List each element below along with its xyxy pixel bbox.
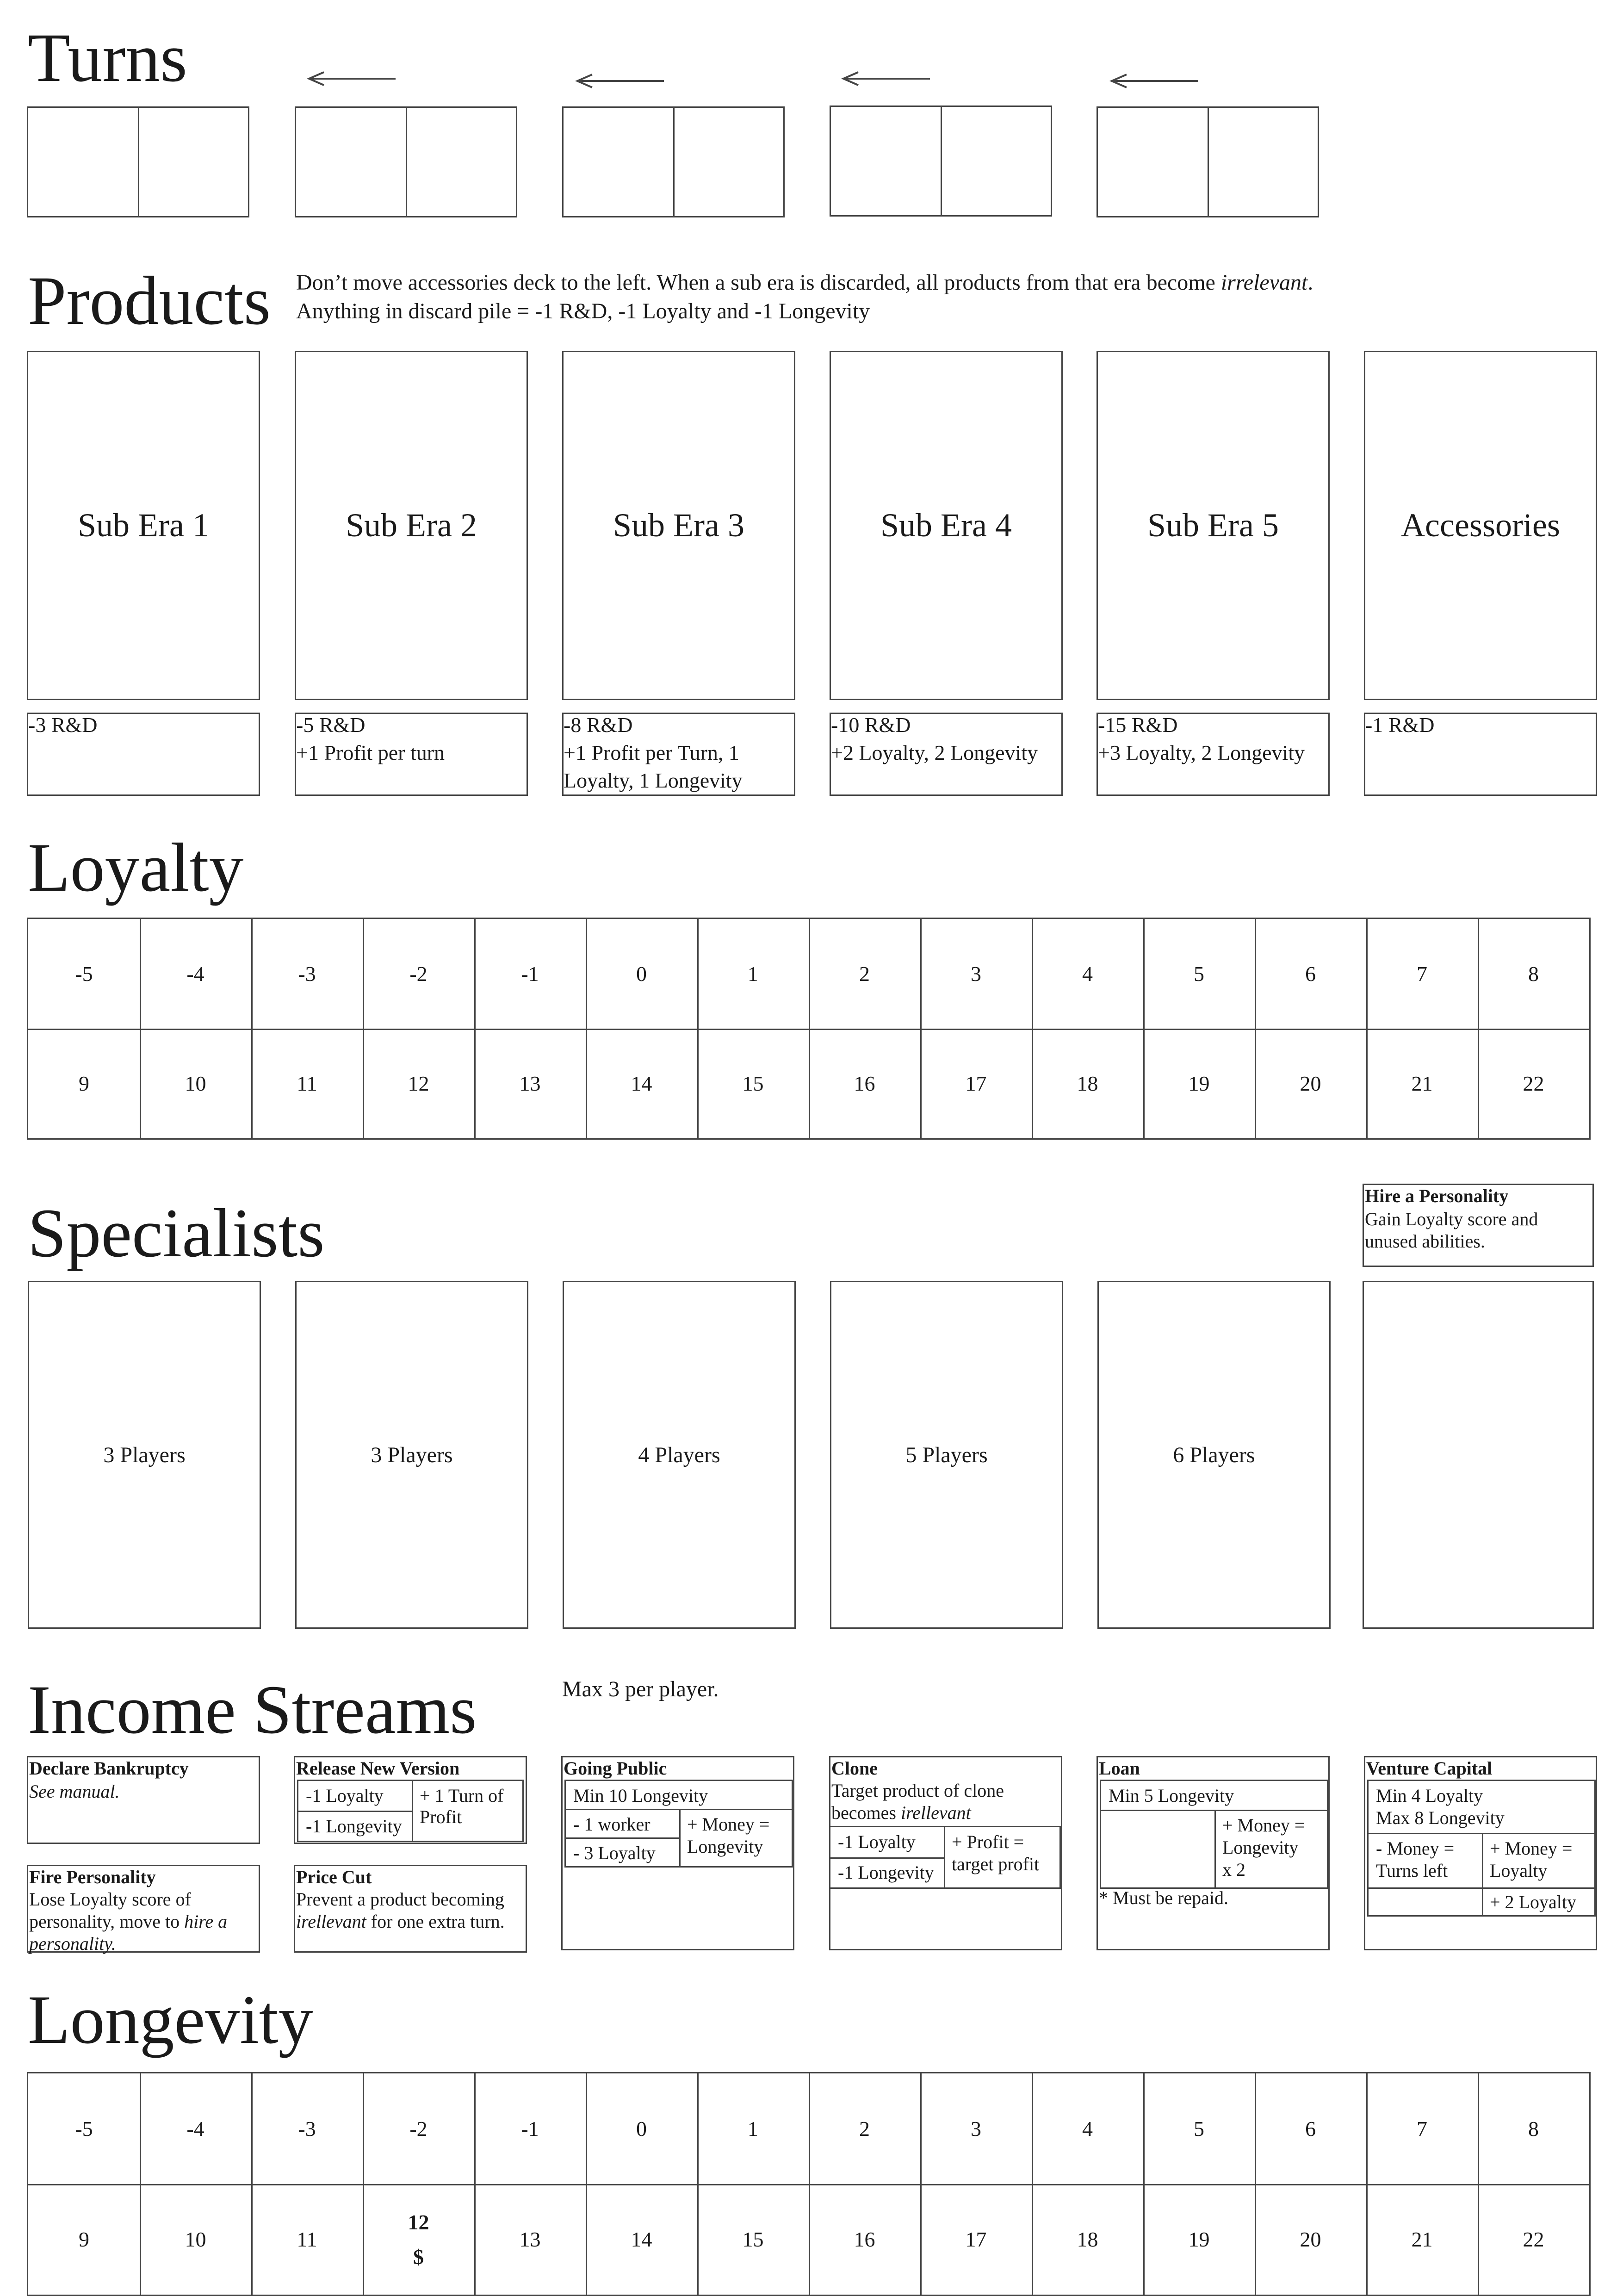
- track-value: 19: [1188, 1072, 1210, 1095]
- specialist-deck-4[interactable]: [830, 1281, 1063, 1629]
- track-cell[interactable]: [586, 1029, 697, 1138]
- product-deck-2[interactable]: [295, 351, 528, 700]
- track-value: 8: [1528, 962, 1539, 986]
- cell-text: Longevity: [1222, 1837, 1299, 1858]
- track-cell[interactable]: [363, 919, 474, 1029]
- track-cell[interactable]: [809, 919, 920, 1029]
- track-value: 22: [1523, 2228, 1544, 2251]
- cell-text: -1 Loyalty: [838, 1831, 916, 1852]
- loan-table: [1100, 1780, 1328, 1889]
- track-cell[interactable]: [1032, 1029, 1143, 1138]
- track-cell[interactable]: [1255, 1029, 1366, 1138]
- product-cost-line: +3 Loyalty, 2 Longevity: [1098, 741, 1305, 764]
- cell-text: + Money =: [687, 1814, 770, 1835]
- track-cell[interactable]: [1478, 1029, 1589, 1138]
- product-deck-label: Sub Era 5: [1147, 507, 1279, 544]
- track-value: 7: [1417, 2117, 1427, 2141]
- track-value: 20: [1300, 1072, 1321, 1095]
- track-cell[interactable]: [1255, 2073, 1366, 2184]
- track-cell[interactable]: [28, 919, 140, 1029]
- loan-card[interactable]: [1096, 1756, 1330, 1950]
- cell-text: Loyalty: [1490, 1860, 1548, 1881]
- product-deck-label: Sub Era 2: [346, 507, 477, 544]
- product-deck-label: Sub Era 1: [78, 507, 209, 544]
- hire-personality-card: [1363, 1184, 1594, 1267]
- track-value: 16: [854, 2228, 875, 2251]
- product-cost-line: -3 R&D: [28, 713, 98, 737]
- card-text: * Must be repaid.: [1099, 1887, 1228, 1908]
- cell-text: + Money =: [1222, 1815, 1305, 1836]
- track-cell[interactable]: [140, 2184, 251, 2295]
- cell-text: + Profit =: [952, 1831, 1024, 1852]
- track-value: -4: [186, 962, 204, 986]
- track-value: 0: [636, 962, 647, 986]
- card-text: Lose Loyalty score of: [29, 1889, 191, 1910]
- track-cell[interactable]: [1143, 2184, 1255, 2295]
- track-cell[interactable]: [920, 919, 1032, 1029]
- track-value: 10: [185, 1072, 206, 1095]
- product-deck-1[interactable]: [27, 351, 260, 700]
- cell-text: Profit: [420, 1806, 462, 1827]
- price-cut-card[interactable]: [294, 1865, 527, 1953]
- release-new-version-card[interactable]: [294, 1756, 527, 1844]
- card-title: Declare Bankruptcy: [29, 1758, 189, 1779]
- track-value: 6: [1305, 2117, 1316, 2141]
- longevity-heading: Longevity: [28, 1981, 313, 2058]
- track-value: 12: [408, 2210, 429, 2234]
- track-cell[interactable]: [1478, 2073, 1589, 2184]
- cell-text: - 1 worker: [573, 1814, 650, 1835]
- card-text: becomes irellevant: [831, 1802, 971, 1823]
- card-text: irellevant for one extra turn.: [296, 1911, 505, 1932]
- track-value: 3: [971, 2117, 981, 2141]
- track-value: 10: [185, 2228, 206, 2251]
- track-value: 1: [748, 2117, 758, 2141]
- specialists-heading: Specialists: [28, 1195, 325, 1272]
- track-value: 7: [1417, 962, 1427, 986]
- track-value: 15: [742, 2228, 764, 2251]
- track-value: 6: [1305, 962, 1316, 986]
- product-cost-line: -10 R&D: [831, 713, 911, 737]
- track-cell[interactable]: [809, 2184, 920, 2295]
- hire-personality-text: Gain Loyalty score and: [1365, 1209, 1538, 1229]
- product-cost-line: -5 R&D: [296, 713, 365, 737]
- track-cell[interactable]: [1366, 1029, 1478, 1138]
- arrow-left-icon: [574, 72, 666, 90]
- track-value: 19: [1188, 2228, 1210, 2251]
- track-cell[interactable]: [1032, 919, 1143, 1029]
- track-cell[interactable]: [474, 2184, 586, 2295]
- track-cell[interactable]: [1255, 919, 1366, 1029]
- track-cell[interactable]: [1143, 919, 1255, 1029]
- hire-personality-title: Hire a Personality: [1365, 1185, 1509, 1206]
- cell-text: Min 4 Loyalty: [1376, 1785, 1483, 1806]
- arrow-left-icon: [840, 69, 932, 88]
- product-deck-4[interactable]: [830, 351, 1063, 700]
- cell-text: Longevity: [687, 1836, 763, 1857]
- cell-text: Turns left: [1376, 1860, 1448, 1881]
- track-cell[interactable]: [28, 2073, 140, 2184]
- track-cell[interactable]: [697, 2184, 809, 2295]
- track-value: 5: [1194, 962, 1204, 986]
- card-text: Prevent a product becoming: [296, 1889, 504, 1910]
- card-text: personality, move to hire a: [29, 1911, 228, 1932]
- track-value: 2: [859, 962, 870, 986]
- track-value: 18: [1077, 2228, 1098, 2251]
- track-value: 16: [854, 1072, 875, 1095]
- turn-slot[interactable]: [830, 105, 1052, 217]
- specialist-deck-1[interactable]: [28, 1281, 261, 1629]
- products-note-line1: Don’t move accessories deck to the left. When a sub era is discarded, all products from that era become irrelevant.: [296, 270, 1313, 295]
- product-deck-3[interactable]: [562, 351, 795, 700]
- track-cell[interactable]: [474, 2073, 586, 2184]
- cell-text: -1 Loyalty: [306, 1785, 384, 1806]
- income-note: Max 3 per player.: [562, 1677, 719, 1701]
- track-value: 4: [1082, 2117, 1093, 2141]
- specialist-deck-3[interactable]: [563, 1281, 796, 1629]
- track-value: -2: [409, 2117, 427, 2141]
- cell-text: x 2: [1222, 1859, 1245, 1880]
- track-cell[interactable]: [28, 1029, 140, 1138]
- track-value: 13: [519, 2228, 541, 2251]
- track-cell[interactable]: [920, 2184, 1032, 2295]
- hire-personality-text: unused abilities.: [1365, 1231, 1485, 1252]
- track-cell[interactable]: [251, 1029, 363, 1138]
- track-cell[interactable]: [1366, 2184, 1478, 2295]
- track-value: 9: [79, 1072, 89, 1095]
- track-value: -3: [298, 2117, 316, 2141]
- card-text: personality.: [29, 1933, 116, 1954]
- track-value: 1: [748, 962, 758, 986]
- track-cell[interactable]: [251, 2184, 363, 2295]
- track-cell[interactable]: [1366, 919, 1478, 1029]
- track-cell[interactable]: [920, 1029, 1032, 1138]
- clone-card[interactable]: [829, 1756, 1062, 1950]
- products-heading: Products: [28, 262, 271, 339]
- venture-table: [1367, 1780, 1596, 1917]
- specialist-deck-6[interactable]: [1363, 1281, 1594, 1629]
- cell-text: + 2 Loyalty: [1490, 1892, 1576, 1912]
- cell-text: -1 Longevity: [838, 1862, 934, 1883]
- products-note-line2: Anything in discard pile = -1 R&D, -1 Loyalty and -1 Longevity: [296, 299, 870, 323]
- track-value: 14: [631, 1072, 652, 1095]
- track-value: 0: [636, 2117, 647, 2141]
- product-deck-label: Accessories: [1401, 507, 1560, 544]
- product-deck-label: Sub Era 4: [880, 507, 1012, 544]
- product-deck-5[interactable]: [1096, 351, 1330, 700]
- track-value: 14: [631, 2228, 652, 2251]
- track-cell[interactable]: [809, 1029, 920, 1138]
- track-cell[interactable]: [363, 2073, 474, 2184]
- track-value: -5: [75, 962, 93, 986]
- track-value: 17: [965, 1072, 987, 1095]
- track-value: -5: [75, 2117, 93, 2141]
- specialist-deck-label: 3 Players: [371, 1442, 453, 1467]
- track-cell[interactable]: [251, 2073, 363, 2184]
- track-value: -2: [409, 962, 427, 986]
- product-deck-6[interactable]: [1364, 351, 1597, 700]
- track-value: 4: [1082, 962, 1093, 986]
- track-value: -4: [186, 2117, 204, 2141]
- income-heading: Income Streams: [28, 1671, 477, 1748]
- track-cell[interactable]: [1032, 2073, 1143, 2184]
- card-title: Fire Personality: [29, 1867, 156, 1887]
- track-cell[interactable]: [140, 2073, 251, 2184]
- track-cell[interactable]: [697, 1029, 809, 1138]
- cell-text: + Money =: [1490, 1838, 1573, 1859]
- declare-bankruptcy-card[interactable]: [27, 1756, 260, 1844]
- track-value: 22: [1523, 1072, 1544, 1095]
- track-value: 17: [965, 2228, 987, 2251]
- track-value: 20: [1300, 2228, 1321, 2251]
- track-cell[interactable]: [1143, 1029, 1255, 1138]
- loyalty-heading: Loyalty: [28, 829, 244, 906]
- specialist-deck-label: 4 Players: [638, 1442, 720, 1467]
- track-cell[interactable]: [1478, 2184, 1589, 2295]
- turn-slot[interactable]: [27, 106, 249, 217]
- track-cell[interactable]: [586, 2073, 697, 2184]
- specialist-deck-2[interactable]: [295, 1281, 528, 1629]
- clone-table: [830, 1826, 1061, 1889]
- track-value: 5: [1194, 2117, 1204, 2141]
- turn-slot[interactable]: [1096, 106, 1319, 217]
- track-value: 13: [519, 1072, 541, 1095]
- product-cost-box: [295, 713, 528, 796]
- cell-text: target profit: [952, 1854, 1040, 1874]
- track-cell[interactable]: [363, 2184, 474, 2295]
- track-cell[interactable]: [1255, 2184, 1366, 2295]
- going-public-table: [564, 1780, 793, 1868]
- track-cell[interactable]: [140, 919, 251, 1029]
- release-table: [297, 1780, 524, 1842]
- card-title: Loan: [1099, 1758, 1140, 1779]
- track-value: 9: [79, 2228, 89, 2251]
- track-value: -3: [298, 962, 316, 986]
- card-title: Release New Version: [296, 1758, 460, 1779]
- cell-text: Min 5 Longevity: [1109, 1785, 1234, 1806]
- longevity-track: [27, 2072, 1591, 2296]
- product-cost-box: [1364, 713, 1597, 796]
- track-cell[interactable]: [1032, 2184, 1143, 2295]
- turn-slot[interactable]: [562, 106, 785, 217]
- turns-heading: Turns: [28, 19, 187, 96]
- specialist-deck-label: 5 Players: [905, 1442, 988, 1467]
- track-value: 18: [1077, 1072, 1098, 1095]
- track-value: 3: [971, 962, 981, 986]
- track-cell[interactable]: [586, 2184, 697, 2295]
- cell-text: - Money =: [1376, 1838, 1455, 1859]
- product-cost-box: [830, 713, 1063, 796]
- arrow-left-icon: [1108, 72, 1201, 90]
- specialist-deck-5[interactable]: [1097, 1281, 1331, 1629]
- product-cost-box: [27, 713, 260, 796]
- product-cost-box: [562, 713, 795, 796]
- track-value: 15: [742, 1072, 764, 1095]
- track-cell[interactable]: [140, 1029, 251, 1138]
- track-cell[interactable]: [1143, 2073, 1255, 2184]
- track-value: 12: [408, 1072, 429, 1095]
- product-cost-line: +2 Loyalty, 2 Longevity: [831, 741, 1038, 764]
- fire-personality-card[interactable]: [27, 1865, 260, 1953]
- going-public-card[interactable]: [561, 1756, 794, 1950]
- cell-text: -1 Longevity: [306, 1816, 402, 1837]
- product-cost-line: -15 R&D: [1098, 713, 1178, 737]
- track-cell[interactable]: [920, 2073, 1032, 2184]
- track-value: 2: [859, 2117, 870, 2141]
- track-cell[interactable]: [474, 1029, 586, 1138]
- product-cost-line: Loyalty, 1 Longevity: [564, 769, 743, 792]
- specialist-deck-label: 6 Players: [1173, 1442, 1255, 1467]
- cell-text: Max 8 Longevity: [1376, 1807, 1505, 1828]
- product-deck-label: Sub Era 3: [613, 507, 744, 544]
- card-title: Price Cut: [296, 1867, 372, 1887]
- product-cost-line: -8 R&D: [564, 713, 633, 737]
- track-cell[interactable]: [697, 2073, 809, 2184]
- track-value: -1: [521, 962, 539, 986]
- product-cost-line: +1 Profit per turn: [296, 741, 445, 764]
- cell-text: + 1 Turn of: [420, 1785, 504, 1806]
- card-title: Venture Capital: [1366, 1758, 1493, 1779]
- card-title: Going Public: [564, 1758, 667, 1779]
- arrow-left-icon: [305, 69, 398, 88]
- track-cell[interactable]: [251, 919, 363, 1029]
- product-cost-line: +1 Profit per Turn, 1: [564, 741, 739, 764]
- track-cell[interactable]: [809, 2073, 920, 2184]
- track-cell[interactable]: [1478, 919, 1589, 1029]
- specialist-deck-label: 3 Players: [103, 1442, 186, 1467]
- card-text: See manual.: [29, 1781, 120, 1802]
- track-value: 11: [297, 1072, 317, 1095]
- dollar-icon: $: [413, 2245, 424, 2269]
- track-cell[interactable]: [1366, 2073, 1478, 2184]
- track-value: 11: [297, 2228, 317, 2251]
- track-cell[interactable]: [28, 2184, 140, 2295]
- track-cell[interactable]: [363, 1029, 474, 1138]
- turn-slot[interactable]: [295, 106, 517, 217]
- product-cost-line: -1 R&D: [1365, 713, 1435, 737]
- product-cost-box: [1096, 713, 1330, 796]
- track-value: -1: [521, 2117, 539, 2141]
- cell-text: Min 10 Longevity: [573, 1785, 708, 1806]
- cell-text: - 3 Loyalty: [573, 1843, 656, 1863]
- track-value: 8: [1528, 2117, 1539, 2141]
- card-text: Target product of clone: [831, 1780, 1004, 1801]
- track-value: 21: [1411, 1072, 1433, 1095]
- track-value: 21: [1411, 2228, 1433, 2251]
- loyalty-track: [27, 918, 1591, 1140]
- track-cell[interactable]: [697, 919, 809, 1029]
- track-cell[interactable]: [474, 919, 586, 1029]
- venture-capital-card[interactable]: [1364, 1756, 1597, 1950]
- card-title: Clone: [831, 1758, 878, 1779]
- track-cell[interactable]: [586, 919, 697, 1029]
